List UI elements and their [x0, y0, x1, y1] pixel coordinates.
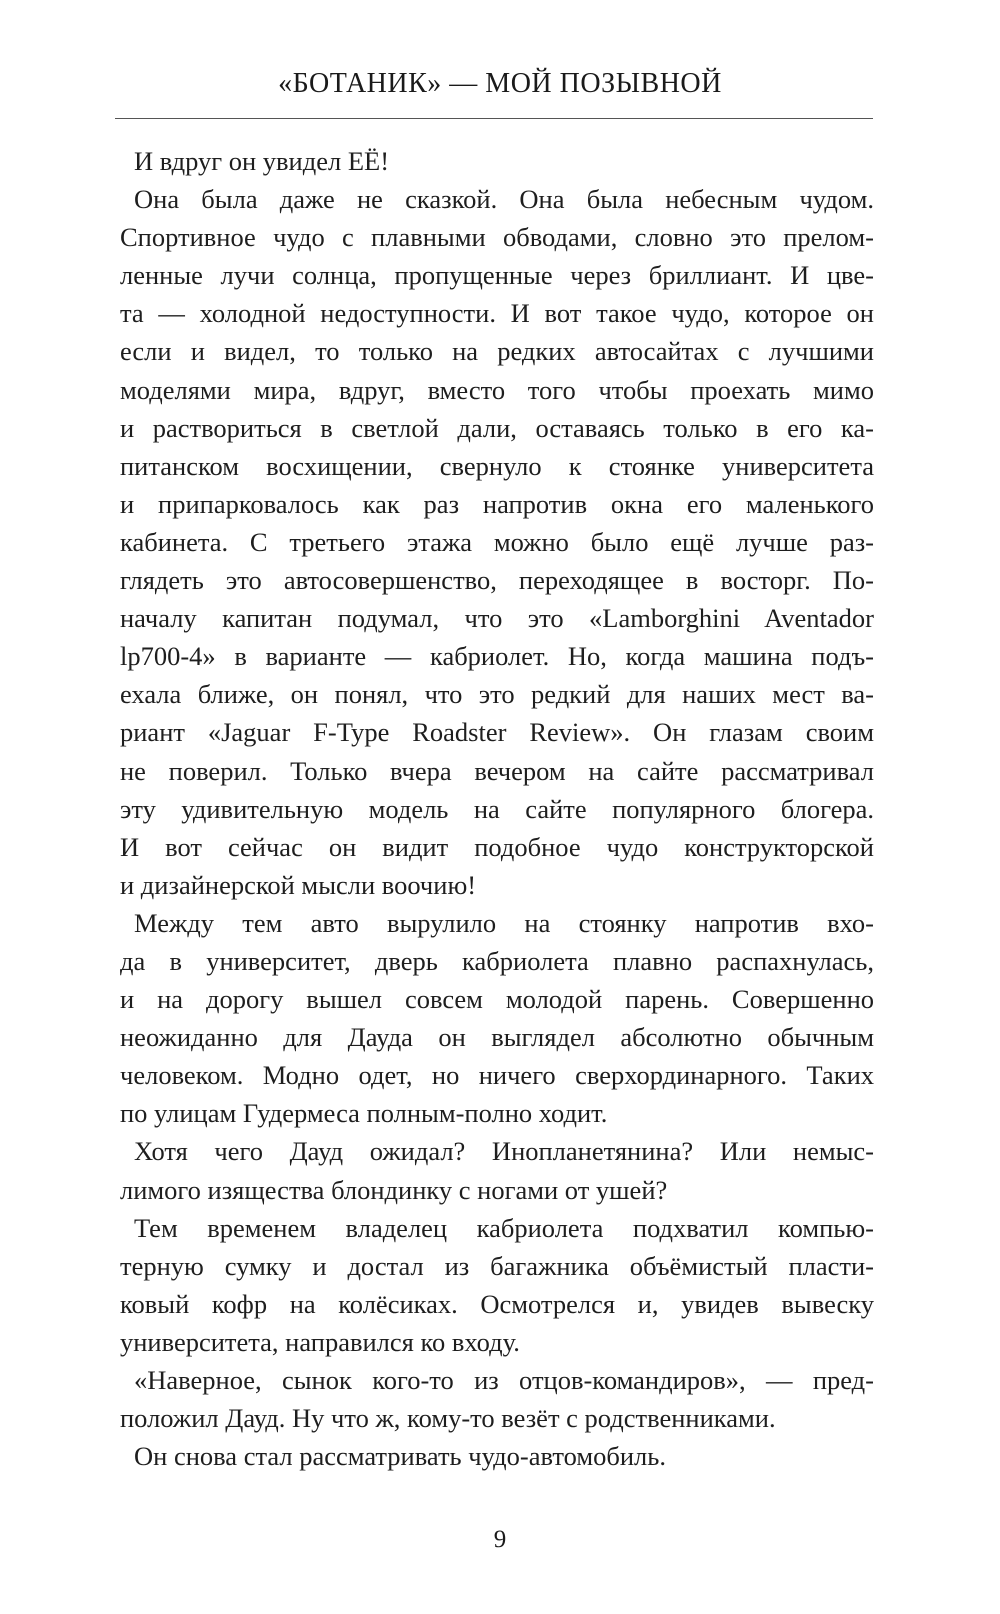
text-line: «Наверное, сынок кого-то из отцов-командиров», — пред- [134, 1365, 874, 1395]
text-line: эту удивительную модель на сайте популярного блогера. [120, 793, 874, 824]
text-line: и на дорогу вышел совсем молодой парень. Совершенно [120, 984, 874, 1015]
text-line: Хотя чего Дауд ожидал? Инопланетянина? Или немыс- [134, 1136, 874, 1167]
text-line: глядеть это автосовершенство, переходящее в восторг. По- [120, 565, 874, 596]
text-line: лимого изящества блондинку с ногами от ушей? [120, 1174, 668, 1205]
page-number: 9 [493, 1526, 507, 1553]
text-line: да в университет, дверь кабриолета плавно распахнулась, [120, 945, 874, 976]
text-line: человеком. Модно одет, но ничего сверхординарного. Таких [120, 1060, 874, 1091]
text-line: неожиданно для Дауда он выглядел абсолютно обычным [120, 1022, 874, 1053]
text-line: кабинета. С третьего этажа можно было ещё лучше раз- [120, 526, 874, 557]
text-line: не поверил. Только вчера вечером на сайте рассматривал [120, 755, 874, 786]
text-line: риант «Jaguar F-Type Roadster Review». Он глазам своим [120, 717, 874, 748]
text-line: началу капитан подумал, что это «Lamborghini Aventador [120, 603, 874, 634]
text-line: lp700-4» в варианте — кабриолет. Но, когда машина подъ- [120, 641, 874, 672]
text-line: ленные лучи солнца, пропущенные через бриллиант. И цве- [120, 260, 874, 291]
text-line: если и видел, то только на редких автосайтах с лучшими [120, 336, 874, 367]
text-line: моделями мира, вдруг, вместо того чтобы проехать мимо [120, 374, 874, 405]
running-head: «БОТАНИК» — МОЙ ПОЗЫВНОЙ [278, 68, 722, 99]
text-line: И вот сейчас он видит подобное чудо конструкторской [120, 831, 874, 862]
text-line: Спортивное чудо с плавными обводами, словно это прелом- [120, 222, 874, 253]
text-line: Тем временем владелец кабриолета подхватил компью- [134, 1212, 874, 1243]
text-line: питанском восхищении, свернуло к стоянке университета [120, 450, 874, 481]
text-line: ковый кофр на колёсиках. Осмотрелся и, увидев вывеску [120, 1288, 874, 1319]
text-line: Между тем авто вырулило на стоянку напротив вхо- [134, 907, 874, 938]
text-line: и припарковалось как раз напротив окна его маленького [120, 488, 874, 519]
text-line: и раствориться в светлой дали, оставаясь только в его ка- [120, 412, 874, 443]
text-line: Она была даже не сказкой. Она была небесным чудом. [134, 184, 874, 215]
text-line: и дизайнерской мысли воочию! [120, 869, 477, 900]
text-line: И вдруг он увидел ЕЁ! [134, 146, 390, 176]
text-line: та — холодной недоступности. И вот такое чудо, которое он [120, 298, 874, 329]
text-line: положил Дауд. Ну что ж, кому-то везёт с родственниками. [120, 1403, 776, 1434]
header-rule [115, 118, 873, 119]
text-line: по улицам Гудермеса полным-полно ходит. [120, 1098, 608, 1129]
text-line: университета, направился ко входу. [120, 1326, 520, 1357]
text-line: ехала ближе, он понял, что это редкий для наших мест ва- [120, 679, 874, 710]
body-text [120, 142, 874, 1475]
text-line: терную сумку и достал из багажника объёмистый пласти- [120, 1250, 874, 1281]
text-line: Он снова стал рассматривать чудо-автомобиль. [134, 1441, 666, 1472]
